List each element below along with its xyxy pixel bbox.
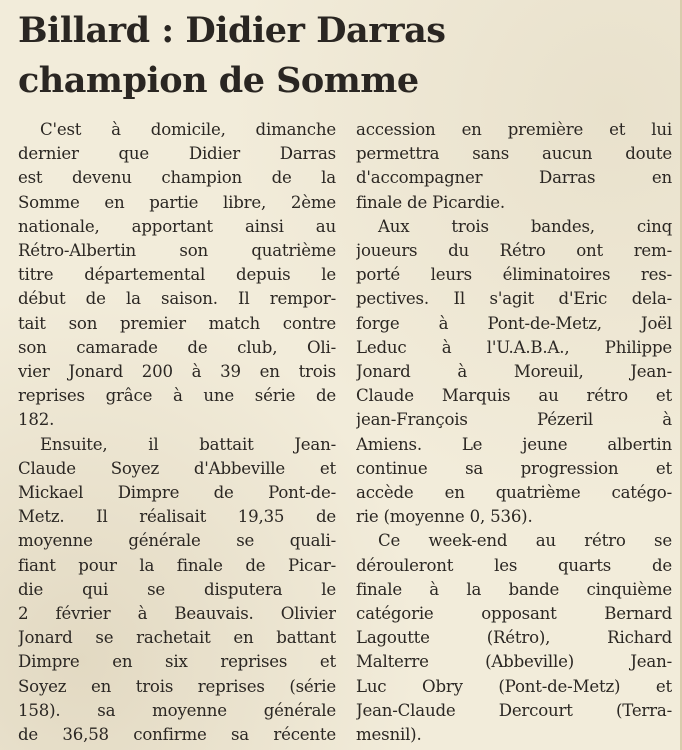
article-text-line: continue sa progression et — [356, 458, 672, 478]
article-text-line: d'accompagner Darras en — [356, 168, 672, 188]
article-text-line: 2 février à Beauvais. Olivier — [18, 604, 336, 624]
article-text-line: Rétro-Albertin son quatrième — [18, 241, 336, 261]
article-text-line: Soyez en trois reprises (série — [18, 676, 336, 696]
article-text-line: Somme en partie libre, 2ème — [18, 192, 336, 212]
article-text-line: permettra sans aucun doute — [356, 144, 672, 164]
article-text-line: Ensuite, il battait Jean- — [40, 434, 336, 454]
article-text-line: son camarade de club, Oli- — [18, 337, 336, 357]
article-text-line: catégorie opposant Bernard — [356, 604, 672, 624]
article-text-line: accession en première et lui — [356, 120, 672, 139]
article-text-line: vier Jonard 200 à 39 en trois — [18, 362, 336, 382]
article-text-line: dérouleront les quarts de — [356, 555, 672, 575]
article-text-line: die qui se disputera le — [18, 579, 336, 599]
article-text-line: finale à la bande cinquième — [356, 579, 672, 599]
article-text-line: Jonard à Moreuil, Jean- — [356, 362, 672, 382]
headline — [18, 6, 668, 106]
article-text-line: moyenne générale se quali- — [18, 531, 336, 551]
article-text-line: pectives. Il s'agit d'Eric dela- — [356, 289, 672, 309]
article-text-line: Malterre (Abbeville) Jean- — [356, 652, 672, 672]
article-text-line: début de la saison. Il rempor- — [18, 289, 336, 309]
article-text-line: est devenu champion de la — [18, 168, 336, 188]
article-text-line: Leduc à l'U.A.B.A., Philippe — [356, 337, 672, 357]
article-text-line: Claude Marquis au rétro et — [356, 386, 672, 406]
article-text-line: mesnil). — [356, 725, 422, 745]
article-text-line: joueurs du Rétro ont rem- — [356, 241, 672, 261]
article-text-line: Mickael Dimpre de Pont-de- — [18, 483, 336, 503]
article-text-line: finale de Picardie. — [356, 192, 505, 212]
article-text-line: de 36,58 confirme sa récente — [18, 725, 336, 745]
article-text-line: fiant pour la finale de Picar- — [18, 555, 336, 575]
article-column-right — [356, 118, 672, 747]
article-text-line: Luc Obry (Pont-de-Metz) et — [356, 676, 672, 696]
article-text-line: nationale, apportant ainsi au — [18, 216, 336, 236]
article-text-line: Lagoutte (Rétro), Richard — [356, 628, 672, 648]
article-text-line: C'est à domicile, dimanche — [40, 120, 336, 139]
article-text-line: titre départemental depuis le — [18, 265, 336, 285]
article-text-line: porté leurs éliminatoires res- — [356, 265, 672, 285]
article-text-line: tait son premier match contre — [18, 313, 336, 333]
article-text-line: jean-François Pézeril à — [356, 410, 672, 430]
article-column-left — [18, 118, 336, 747]
headline-line-2: champion de Somme — [18, 60, 419, 101]
article-text-line: Dimpre en six reprises et — [18, 652, 336, 672]
article-text-line: Jonard se rachetait en battant — [18, 628, 336, 648]
article-text-line: forge à Pont-de-Metz, Joël — [356, 313, 672, 333]
article-text-line: Claude Soyez d'Abbeville et — [18, 458, 336, 478]
article-text-line: 182. — [18, 410, 55, 430]
article-text-line: Metz. Il réalisait 19,35 de — [18, 507, 336, 527]
article-text-line: Jean-Claude Dercourt (Terra- — [356, 700, 672, 720]
article-text-line: Ce week-end au rétro se — [378, 531, 672, 551]
article-text-line: 158). sa moyenne générale — [18, 700, 336, 720]
article-text-line: dernier que Didier Darras — [18, 144, 336, 164]
article-text-line: accède en quatrième catégo- — [356, 483, 672, 503]
headline-line-1: Billard : Didier Darras — [18, 10, 446, 51]
article-text-line: rie (moyenne 0, 536). — [356, 507, 533, 527]
article-text-line: Amiens. Le jeune albertin — [356, 434, 672, 454]
article-text-line: Aux trois bandes, cinq — [378, 216, 672, 236]
article-text-line: reprises grâce à une série de — [18, 386, 336, 406]
